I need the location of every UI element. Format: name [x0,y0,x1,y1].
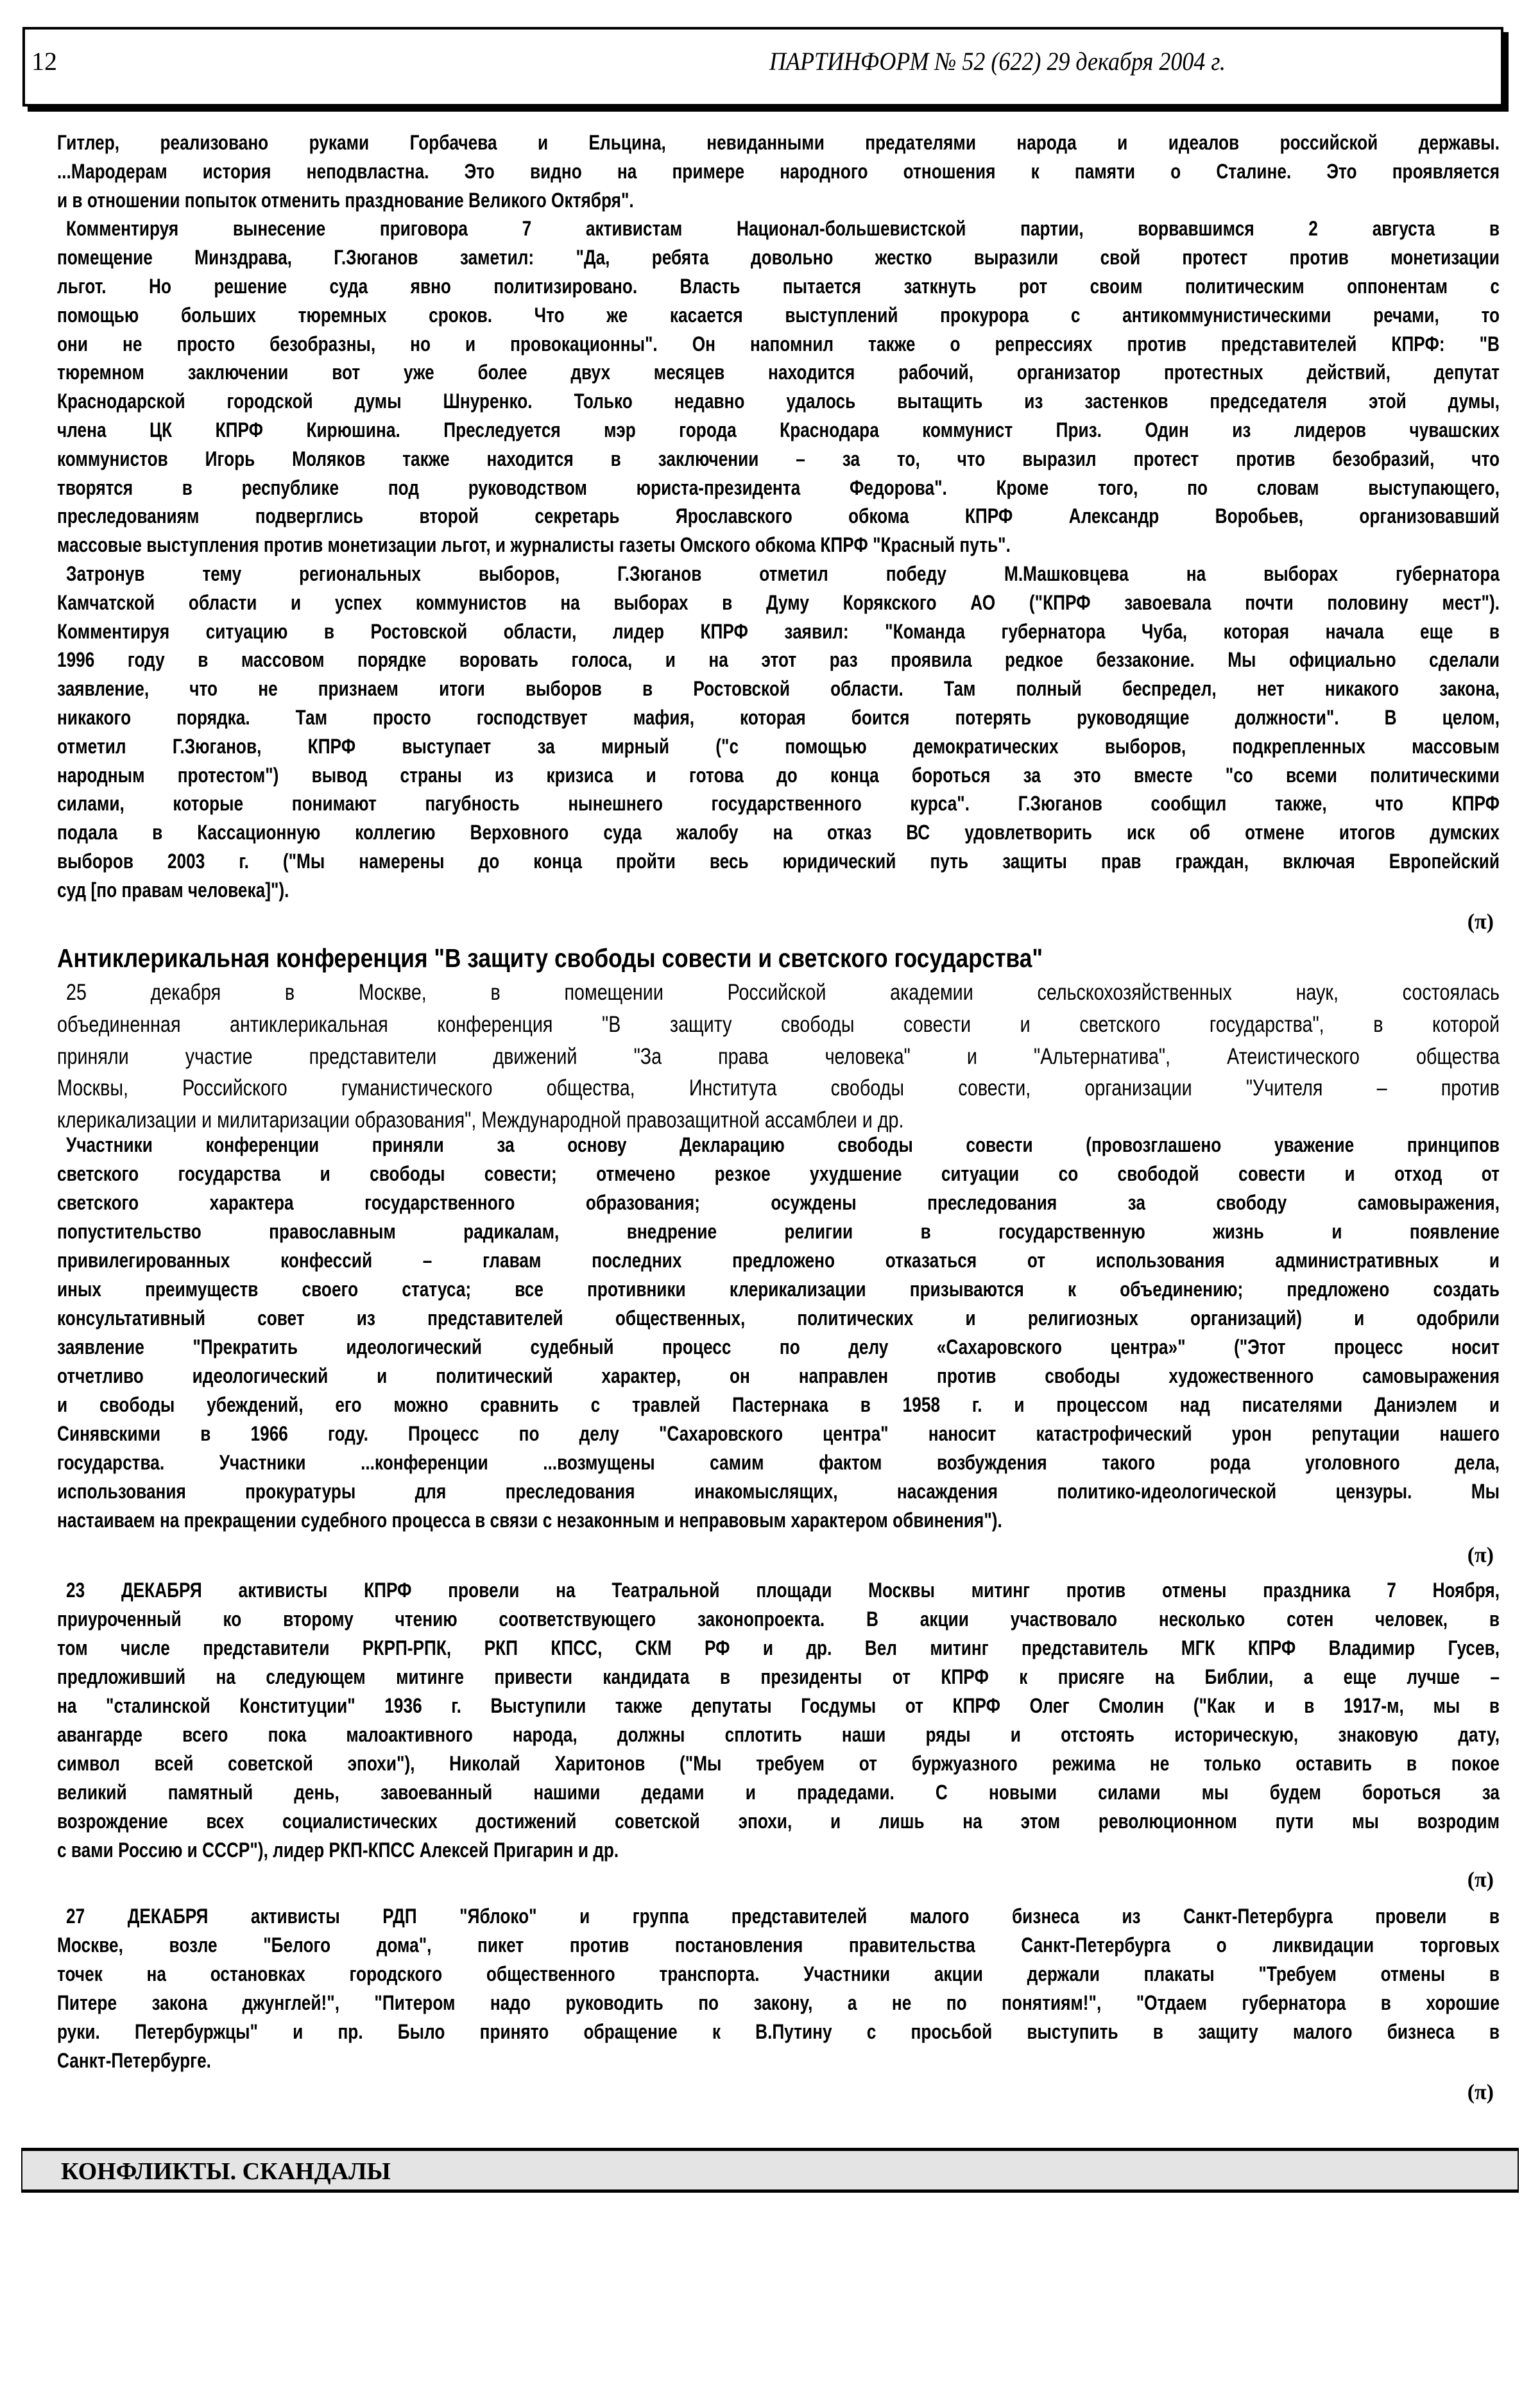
text-line-content: подала в Кассационную коллегию Верховного суда жалобу на отказ ВС удовлетворить иск об отмене итогов думских [57,821,1500,844]
text-line [57,703,1500,732]
text-line [57,1960,1500,1989]
text-line [57,1576,1500,1605]
text-line-content: Москвы, Российского гуманистического общества, Института свободы совести, организации "Учителя – против [57,1075,1500,1101]
text-line [57,1217,1500,1246]
text-line-content: Питере закона джунглей!", "Питером надо руководить по закону, а не по понятиям!", "Отдаем губернатора в хорошие [57,1991,1500,2014]
text-line [57,818,1500,847]
text-line-content: приняли участие представители движений "За права человека" и "Альтернатива", Атеистического общества [57,1043,1500,1069]
text-line-content: заявление "Прекратить идеологический судебный процесс по делу «Сахаровского центра»" ("Этот процесс носит [57,1335,1500,1358]
text-line-content: народным протестом") вывод страны из кризиса и готова до конца бороться за это вместе "со всеми политическими [57,763,1500,787]
text-line [57,1009,1500,1041]
text-line-content: Гитлер, реализовано руками Горбачева и Ельцина, невиданными предателями народа и идеалов российской державы. [57,131,1500,154]
text-line-content: клерикализации и милитаризации образования", Международной правозащитной ассамблеи и др. [57,1108,904,1133]
text-line-content: отметил Г.Зюганов, КПРФ выступает за мирный ("с помощью демократических выборов, подкрепленных массовым [57,734,1500,758]
source-mark: (π) [1467,2080,1494,2104]
text-line-content: ...Мародерам история неподвластна. Это видно на примере народного отношения к памяти о Сталине. Это проявляется [57,159,1500,183]
section-bar-title: КОНФЛИКТЫ. СКАНДАЛЫ [61,2158,391,2185]
text-line-content: творятся в республике под руководством юриста-президента Федорова". Кроме того, по словам выступающего, [57,476,1500,499]
text-line-content: коммунистов Игорь Моляков также находится в заключении – за то, что выразил протест против безобразий, что [57,447,1500,470]
text-line-content: тюремном заключении вот уже более двух месяцев находится рабочий, организатор протестных действий, депутат [57,361,1500,384]
text-line-content: предложивший на следующем митинге привести кандидата в президенты от КПРФ к присяге на Библии, а еще лучше – [57,1665,1500,1688]
text-line [57,1836,1500,1865]
text-line-content: символ всей советской эпохи"), Николай Харитонов ("Мы требуем от буржуазного режима не только оставить в покое [57,1752,1500,1775]
text-line-content: члена ЦК КПРФ Кирюшина. Преследуется мэр города Краснодара коммунист Приз. Один из лидеров чувашских [57,418,1500,441]
text-line-content: объединенная антиклерикальная конференция "В защиту свободы совести и светского государства", в которой [57,1011,1500,1037]
section-bar [21,2148,1519,2193]
text-line-content: помещение Минздрава, Г.Зюганов заметил: "Да, ребята довольно жестко выразили свой протест против монетизации [57,246,1500,270]
text-line-content: государства. Участники ...конференции ...возмущены самим фактом возбуждения такого рода уголовного дела, [57,1451,1500,1474]
text-line [57,674,1500,703]
text-line-content: Затронув тему региональных выборов, Г.Зюганов отметил победу М.Машковцева на выборах губернатора [66,561,1500,585]
text-line-content: и в отношении попыток отменить празднование Великого Октября". [57,188,634,212]
text-line-content: привилегированных конфессий – главам последних предложено отказаться от использования административных и [57,1249,1500,1272]
text-line-content: использования прокуратуры для преследования инакомыслящих, насаждения политико-идеологической цензуры. Мы [57,1480,1500,1503]
text-line-content: 23 ДЕКАБРЯ активисты КПРФ провели на Театральной площади Москвы митинг против отмены праздника 7 Ноября, [66,1579,1500,1602]
text-line [57,1275,1500,1304]
text-line-content: возрождение всех социалистических достижений советской эпохи, и лишь на этом революционном пути мы возродим [57,1810,1500,1833]
text-line [57,272,1500,301]
text-line [57,502,1500,531]
text-line-content: настаиваем на прекращении судебного процесса в связи с незаконным и неправовым характером обвинения"). [57,1509,1002,1532]
text-line [57,157,1500,186]
text-line [57,1807,1500,1836]
text-line [57,1160,1500,1188]
text-line [57,1041,1500,1073]
text-line-content: 25 декабря в Москве, в помещении Российской академии сельскохозяйственных наук, состоялась [66,980,1500,1005]
text-line-content: выборов 2003 г. ("Мы намерены до конца пройти весь юридический путь защиты прав граждан, включая Европейский [57,849,1500,873]
text-line [57,301,1500,330]
text-line [57,1720,1500,1749]
text-line [57,474,1500,502]
text-line [57,2018,1500,2046]
text-line-content: Камчатской области и успех коммунистов на выборах в Думу Корякского АО ("КПРФ завоевала почти половину мест"). [57,590,1500,614]
source-mark: (π) [1467,1868,1494,1892]
text-line [57,243,1500,272]
text-line [57,1663,1500,1692]
news-item-dec27 [57,1902,1500,2075]
text-line [57,1692,1500,1720]
text-line [57,876,1500,905]
text-line-content: Комментируя ситуацию в Ростовской области, лидер КПРФ заявил: "Команда губернатора Чуба, которая начала еще в [57,619,1500,643]
text-line-content: Краснодарской городской думы Шнуренко. Только недавно удалось вытащить из застенков председателя этой думы, [57,390,1500,413]
text-line-content: 27 ДЕКАБРЯ активисты РДП "Яблоко" и группа представителей малого бизнеса из Санкт-Петербурга провели в [66,1905,1500,1928]
text-line-content: они не просто безобразны, но и провокационны". Он напомнил также о репрессиях против представителей КПРФ: "В [57,332,1500,356]
text-line [57,387,1500,416]
text-line-content: льгот. Но решение суда явно политизировано. Власть пытается заткнуть рот своим политическим оппонентам с [57,274,1500,298]
text-line [57,330,1500,359]
text-line-content: том числе представители РКРП-РПК, РКП КПСС, СКМ РФ и др. Вел митинг представитель МГК КПРФ Владимир Гусев, [57,1636,1500,1659]
text-line-content: Комментируя вынесение приговора 7 активистам Национал-большевистской партии, ворвавшимся 2 августа в [66,217,1500,241]
article-intro [57,977,1500,1136]
text-line-content: помощью больших тюремных сроков. Что же касается выступлений прокурора с антикоммунистическими речами, то [57,303,1500,327]
text-line-content: заявление, что не признаем итоги выборов в Ростовской области. Там полный беспредел, нет никакого закона, [57,677,1500,701]
article-heading-text: Антиклерикальная конференция "В защиту свободы совести и светского государства" [57,943,1043,973]
text-line [57,1246,1500,1275]
text-line [57,186,1500,215]
text-line-content: консультативный совет из представителей общественных, политических и религиозных организаций) и одобрили [57,1307,1500,1330]
text-line-content: силами, которые понимают пагубность нынешнего государственного курса". Г.Зюганов сообщил также, что КПРФ [57,792,1500,816]
text-line [57,1333,1500,1362]
text-line-content: Участники конференции приняли за основу Декларацию свободы совести (провозглашено уважение принципов [66,1133,1500,1156]
text-line-content: никакого порядка. Там просто господствует мафия, которая боится потерять руководящие должности". В целом, [57,705,1500,729]
text-line [57,1131,1500,1160]
text-line [57,646,1500,674]
text-line-content: отчетливо идеологический и политический характер, он направлен против свободы художественного самовыражения [57,1364,1500,1387]
text-line [57,1506,1500,1535]
text-line-content: и свободы убеждений, его можно сравнить с травлей Пастернака в 1958 г. и процессом над писателями Даниэлем и [57,1393,1500,1416]
text-line-content: попустительство православным радикалам, внедрение религии в государственную жизнь и появление [57,1220,1500,1243]
text-line-content: великий памятный день, завоеванный нашими дедами и прадедами. С новыми силами мы будем бороться за [57,1781,1500,1804]
text-line-content: светского государства и свободы совести; отмечено резкое ухудшение ситуации со свободой совести и отход от [57,1162,1500,1185]
text-line-content: на "сталинской Конституции" 1936 г. Выступили также депутаты Госдумы от КПРФ Олег Смолин ("Как и в 1917-м, мы в [57,1694,1500,1717]
text-line-content: Синявскими в 1966 году. Процесс по делу "Сахаровского центра" наносит катастрофический урон репутации нашего [57,1422,1500,1445]
text-line [57,1448,1500,1477]
text-line [57,358,1500,387]
text-line [57,1304,1500,1333]
text-line [57,1188,1500,1217]
text-line [57,732,1500,761]
text-line [57,1605,1500,1634]
publication-title: ПАРТИНФОРМ № 52 (622) 29 декабря 2004 г. [769,47,1226,76]
text-line-content: авангарде всего пока малоактивного народа, должны сплотить наши ряды и отстоять историческую, знаковую дату, [57,1723,1500,1746]
text-line-content: приуроченный ко второму чтению соответствующего законопроекта. В акции участвовало несколько сотен человек, в [57,1607,1500,1631]
text-line [57,1931,1500,1960]
text-line [57,2046,1500,2075]
article-heading [57,943,1203,973]
text-line [57,560,1500,588]
text-line [57,1902,1500,1931]
text-line-content: суд [по правам человека]"). [57,878,289,902]
text-line [57,1634,1500,1663]
text-line [57,617,1500,646]
text-line-content: массовые выступления против монетизации льгот, и журналисты газеты Омского обкома КПРФ "Красный путь". [57,533,1011,557]
text-line [57,1072,1500,1104]
text-line-content: Санкт-Петербурге. [57,2049,211,2072]
text-line [57,531,1500,560]
text-block-zyuganov [57,128,1500,905]
text-line-content: 1996 году в массовом порядке воровать голоса, и на этот раз проявила редкое беззаконие. Мы официально сделали [57,648,1500,672]
page-number: 12 [31,47,57,76]
text-line [57,847,1500,876]
text-line [57,416,1500,445]
text-line-content: Москве, возле "Белого дома", пикет против постановления правительства Санкт-Петербурга о ликвидации торговых [57,1933,1500,1957]
text-line [57,1362,1500,1391]
text-line [57,1419,1500,1448]
text-line-content: с вами Россию и СССР"), лидер РКП-КПСС Алексей Пригарин и др. [57,1838,619,1862]
page-header [22,27,1503,107]
text-line-content: иных преимуществ своего статуса; все противники клерикализации призываются к объединению; предложено создать [57,1278,1500,1301]
text-line [57,977,1500,1009]
text-line [57,1749,1500,1778]
text-line [57,761,1500,790]
text-line-content: руки. Петербуржцы" и пр. Было принято обращение к В.Путину с просьбой выступить в защиту малого бизнеса в [57,2020,1500,2043]
text-line [57,1391,1500,1419]
text-line-content: точек на остановках городского общественного транспорта. Участники акции держали плакаты "Требуем отмены в [57,1962,1500,1985]
text-line [57,1778,1500,1807]
text-line [57,1989,1500,2018]
text-line-content: светского характера государственного образования; осуждены преследования за свободу самовыражения, [57,1191,1500,1214]
text-line [57,588,1500,617]
text-line [57,214,1500,243]
source-mark: (π) [1467,910,1494,934]
article-body [57,1131,1500,1535]
text-line [57,789,1500,818]
news-item-dec23 [57,1576,1500,1865]
text-line [57,445,1500,474]
text-line [57,1477,1500,1506]
source-mark: (π) [1467,1543,1494,1567]
text-line-content: преследованиям подверглись второй секретарь Ярославского обкома КПРФ Александр Воробьев, организовавший [57,504,1500,528]
text-line [57,128,1500,157]
